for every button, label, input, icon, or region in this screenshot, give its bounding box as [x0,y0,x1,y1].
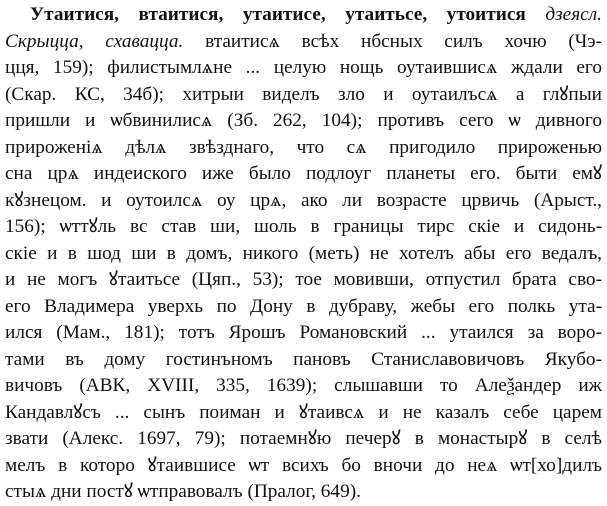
entry-line-13: ился (Мам., 181); тотъ Ярошъ Романовский ... утаился за воро- [5,322,602,343]
entry-line-14: тами въ дому гостинъномъ пановъ Станиславовичовъ Якубо- [5,348,602,370]
entry-line-8: кꙋзнецом. и оутоилсѧ оу црѧ, ако ли возрасте црвичь (Арыст., [5,189,602,211]
entry-line-16: Кандавлꙋсъ ... сынъ поиман и ꙋтаивсѧ и не казалъ себе царем [5,401,602,423]
entry-line-5: пришли и ѡбвинилисѧ (Зб. 262, 104); противъ сего ѡ дивного [5,110,602,131]
dictionary-entry [5,2,602,506]
entry-line-11: и не могъ ꙋтаитьсе (Цяп., 53); тое мовивши, отпустил брата сво- [5,269,602,290]
entry-line-2 [5,29,602,56]
entry-line-1 [5,2,602,29]
entry-line-6: прироженіѧ дѣлѧ звѣзднаго, что сѧ пригодило прироженью [5,136,602,158]
entry-line-7: сна црѧ индеиского иже было подлоуг планеты его. быти емꙋ [5,163,602,184]
citation-text: втаитисѧ всѣх нбсных силъ хочю (Чэ- [183,30,602,52]
entry-line-4: (Скар. КС, 34б); хитрыи виделъ зло и оутаилъсѧ а глꙋпыи [5,83,602,105]
definition: Скрыцца, схавацца. [5,30,184,52]
entry-line-17: звати (Алекс. 1697, 79); потаемнꙋю печерꙋ в монастырꙋ в селѣ [5,428,602,449]
entry-line-9: 156); ѡттꙋль вс став ши, шоль в границы тирс скіе и сидонь- [5,216,602,237]
part-of-speech: дзеясл. [545,4,602,25]
headword: Утаитися, втаитися, утаитисе, утаитьсе, утоитися [30,4,526,25]
entry-line-12: его Владимера уверхь по Дону в дубраву, жебы его полкь ута- [5,295,602,317]
entry-line-19: стыѧ дни постꙋ ѡтправовалъ (Пралог, 649). [5,481,361,502]
entry-line-18: мелъ в которо ꙋтаившисе ѡт всихъ бо вночи до неѧ ѡт[хо]дилъ [5,454,602,476]
entry-line-15: вичовъ (АВК, XVIII, 335, 1639); слышавши то Алеѯандер иж [5,375,602,396]
entry-line-10: скіе и в шод ши в домъ, никого (меть) не хотелъ абы его ведалъ, [5,242,602,264]
entry-line-3: цця, 159); филистымлѧне ... целую нощь оутаившисѧ ждали его [5,57,602,78]
